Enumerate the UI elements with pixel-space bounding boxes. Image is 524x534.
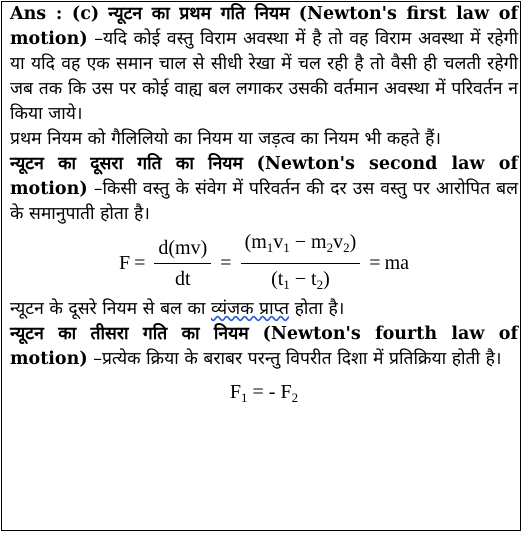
- first-law-heading-hi: न्यूटन का प्रथम गति नियम: [108, 4, 290, 24]
- second-law-note: न्यूटन के दूसरे नियम से बल का व्यंजक प्राप्त होता है।: [10, 299, 345, 319]
- eq-fraction-1-denominator: dt: [175, 267, 191, 290]
- first-law-body: –यदि कोई वस्तु विराम अवस्था में है तो वह विराम अवस्था में रहेगी या यदि वह एक समान चाल से सीधी रेखा में चल रही है तो वैसी ही चलती रहेगी जब तक कि उस पर कोई वाह्य बल लगाकर उसकी वर्तमान अवस्था में परिवर्तन न किया जाये।: [10, 29, 518, 124]
- eq-fraction-2-numerator: $(m_1v_1 - m_2v_2)$: [241, 229, 361, 264]
- spellcheck-underlined-text: व्यंजक प्राप्त: [211, 299, 290, 319]
- eq-equals-3: =: [369, 251, 381, 274]
- second-law-paragraph: [10, 152, 518, 227]
- eq-fraction-1-numerator: d(mv): [154, 235, 211, 264]
- eq-fraction-2-denominator: $(t_1 - t_2)$: [271, 267, 330, 292]
- answer-box: [1, 1, 521, 531]
- answer-label: Ans : (c): [10, 4, 100, 24]
- first-law-heading-en: (Newton's first law of motion): [10, 4, 518, 49]
- third-law-equation: $F_1$ = - $F_2$: [229, 381, 299, 405]
- eq-rhs: ma: [384, 251, 410, 274]
- third-law-heading-hi: न्यूटन का तीसरा गति का नियम: [10, 324, 249, 344]
- first-law-paragraph: [10, 2, 518, 127]
- eq-equals-1: =: [134, 251, 146, 274]
- eq-fraction-2: [241, 229, 361, 298]
- answer-content: [10, 2, 518, 410]
- second-law-body: –किसी वस्तु के संवेग में परिवर्तन की दर उस वस्तु पर आरोपित बल के समानुपाती होता है।: [10, 179, 518, 224]
- third-law-heading-en: (Newton's fourth law of motion): [10, 324, 518, 369]
- second-law-heading-en: (Newton's second law of motion): [10, 154, 518, 199]
- third-law-paragraph: [10, 322, 518, 372]
- third-law-body: –प्रत्येक क्रिया के बराबर परन्तु विपरीत दिशा में प्रतिक्रिया होती है।: [93, 349, 502, 369]
- eq-equals-2: =: [220, 251, 232, 274]
- eq-lhs: F: [118, 251, 131, 274]
- galileo-note: प्रथम नियम को गैलिलियो का नियम या जड़त्व का नियम भी कहते हैं।: [10, 129, 442, 149]
- eq-fraction-1: [154, 235, 211, 292]
- second-law-heading-hi: न्यूटन का दूसरा गति का नियम: [10, 154, 243, 174]
- second-law-equation: [10, 231, 518, 295]
